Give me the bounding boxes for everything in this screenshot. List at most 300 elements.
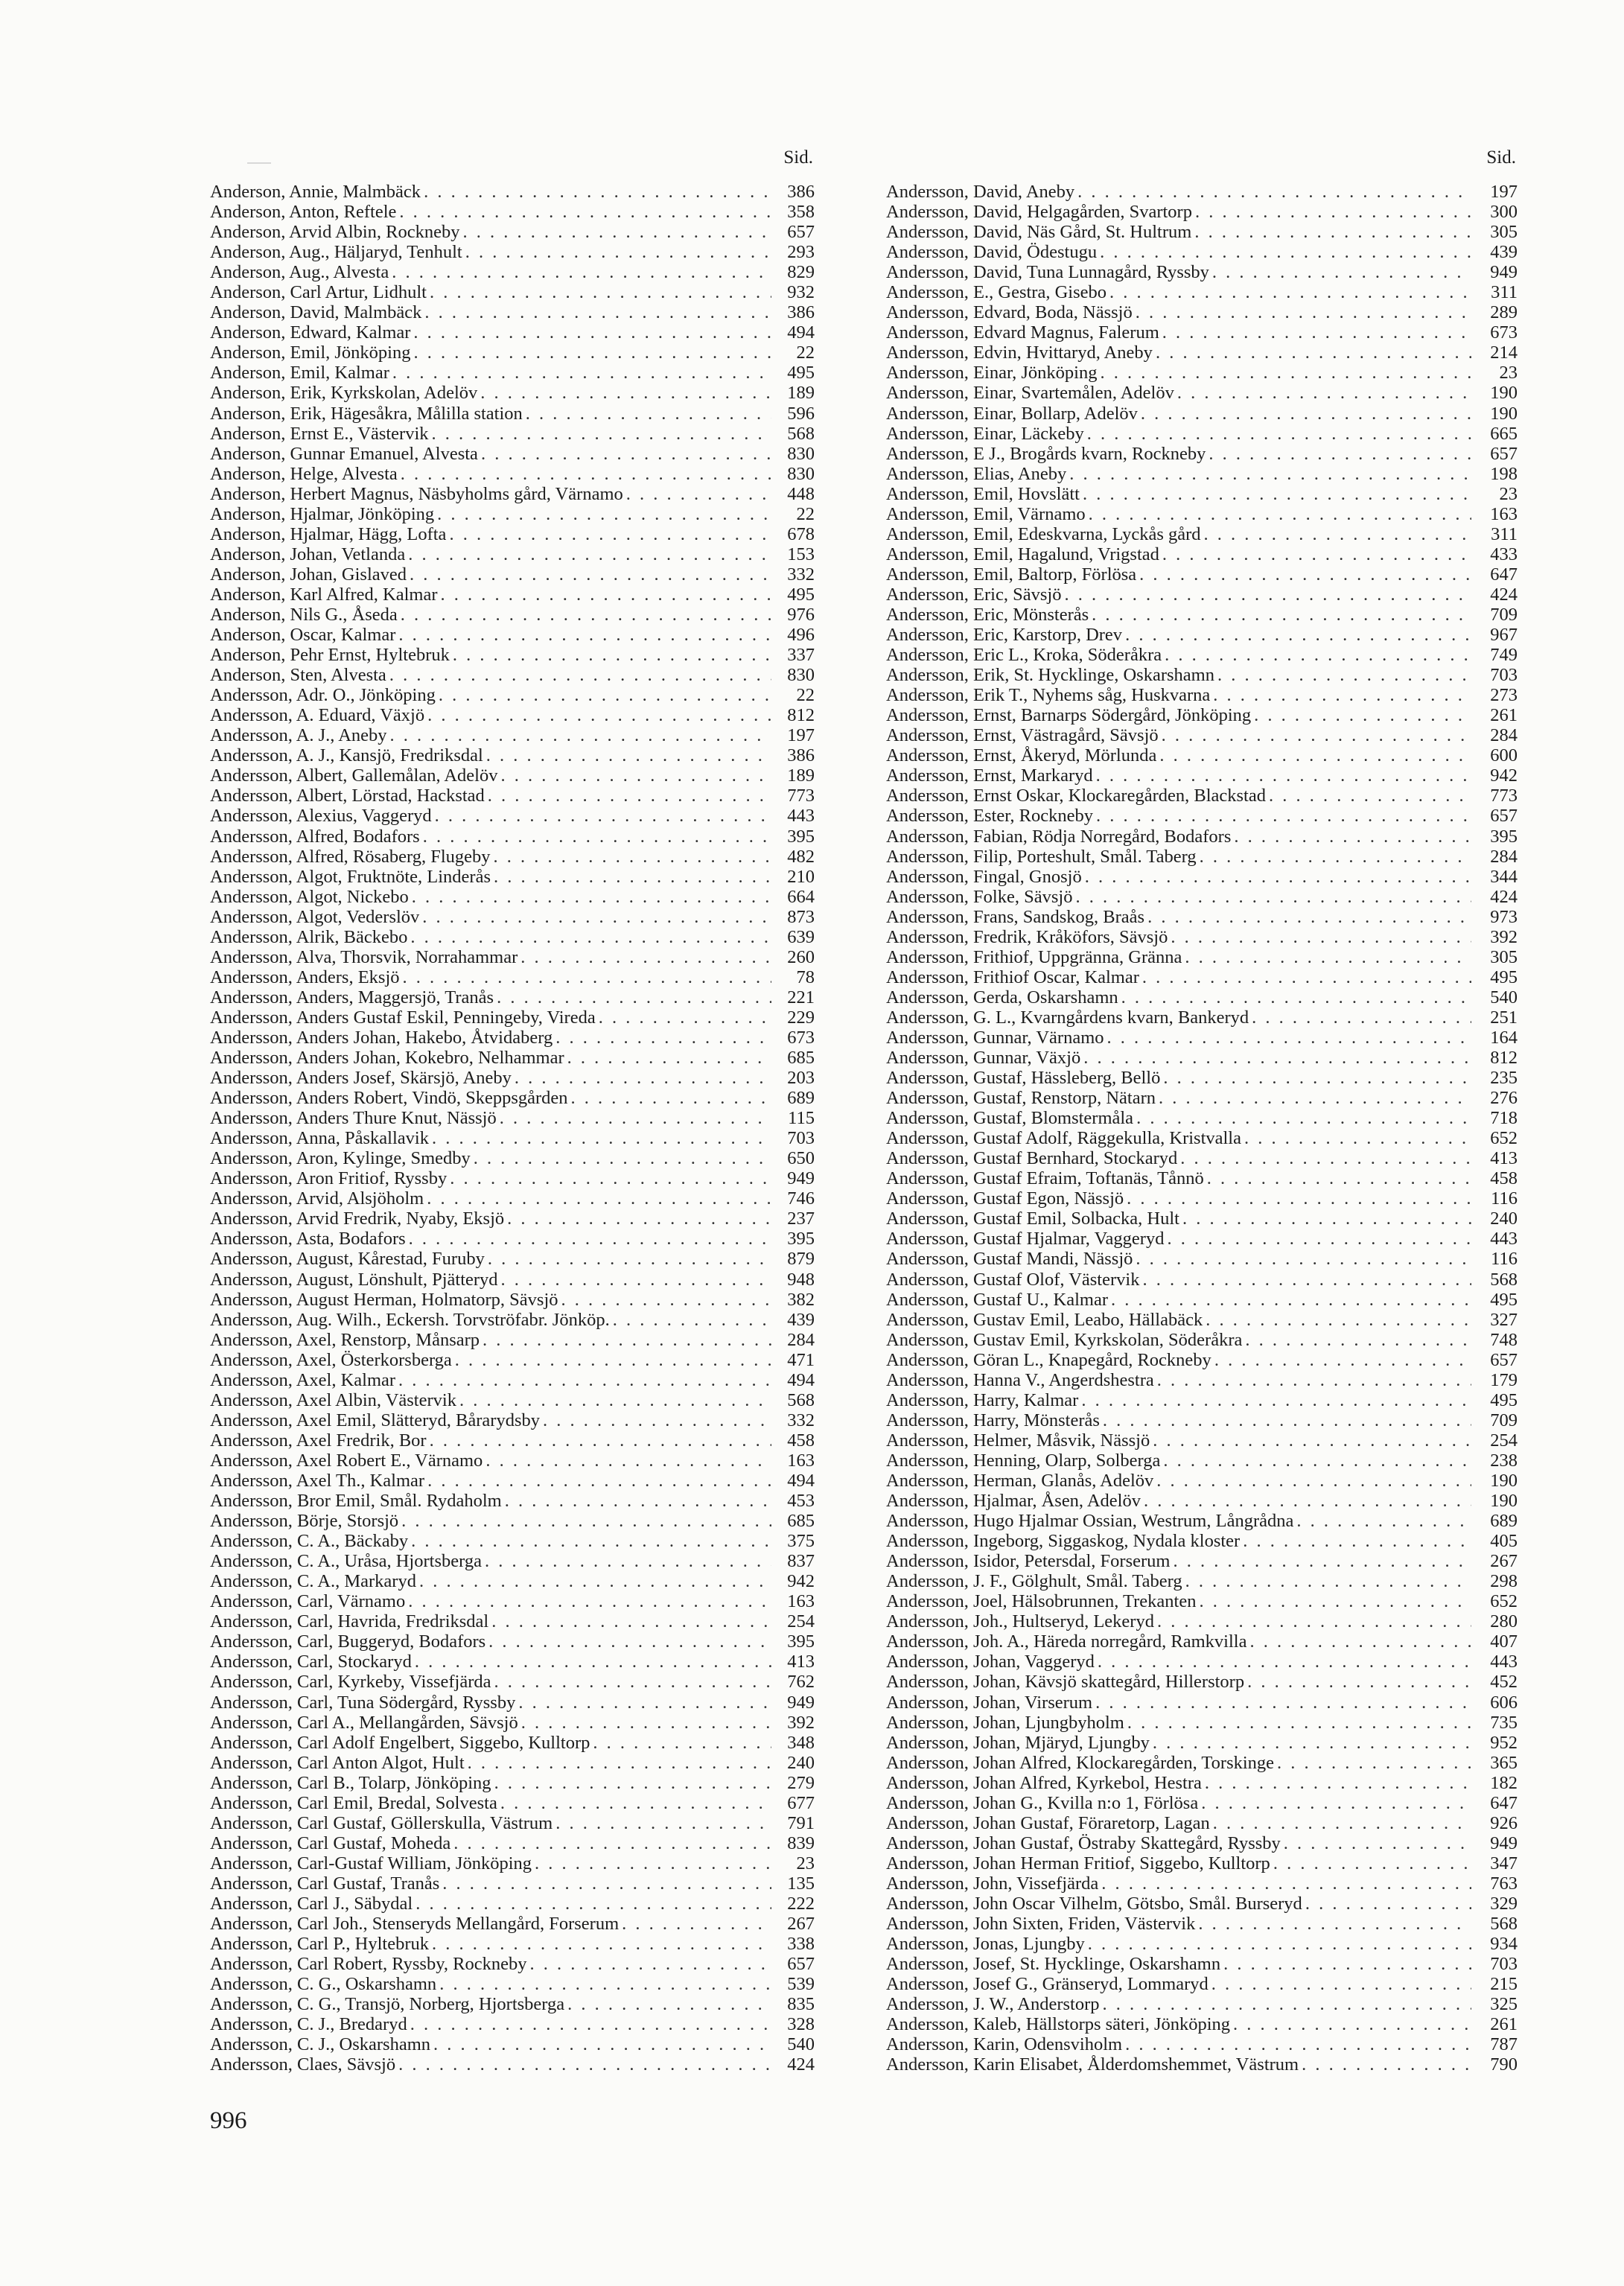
dot-leader — [412, 1652, 771, 1672]
entry-name: Andersson, Axel Th., Kalmar — [210, 1471, 425, 1491]
index-entry — [886, 424, 1518, 444]
entry-name: Andersson, Adr. O., Jönköping — [210, 685, 436, 706]
index-entry — [210, 1168, 815, 1188]
index-entry — [886, 1491, 1518, 1511]
dot-leader — [1164, 1229, 1471, 1249]
dot-leader — [1195, 1914, 1471, 1934]
index-entry — [210, 645, 815, 665]
index-entry — [886, 887, 1518, 907]
entry-name: Andersson, Harry, Kalmar — [886, 1389, 1079, 1410]
index-entry — [210, 222, 815, 242]
entry-name: Andersson, Erik, St. Hycklinge, Oskarshamn — [886, 665, 1214, 686]
entry-page: 439 — [787, 1309, 815, 1330]
dot-leader — [447, 1168, 771, 1188]
index-entry — [210, 927, 815, 947]
entry-name: Anderson, Johan, Vetlanda — [210, 544, 406, 564]
dot-leader — [1122, 625, 1471, 645]
dot-leader — [1133, 1249, 1471, 1269]
entry-name: Andersson, Filip, Porteshult, Smål. Taberg — [886, 846, 1197, 867]
entry-page: 261 — [1490, 2014, 1518, 2035]
dot-leader — [485, 1631, 771, 1652]
entry-page: 189 — [787, 765, 815, 786]
index-entry — [886, 786, 1518, 806]
entry-page: 458 — [787, 1430, 815, 1451]
entry-name: Andersson, Frithiof, Uppgränna, Gränna — [886, 946, 1182, 967]
entry-name: Anderson, Annie, Malmbäck — [210, 182, 421, 202]
entry-page: 153 — [787, 544, 815, 564]
entry-name: Andersson, Carl P., Hyltebruk — [210, 1934, 429, 1955]
dot-leader — [1210, 685, 1471, 705]
entry-name: Andersson, Carl A., Mellangården, Sävsjö — [210, 1712, 518, 1733]
entry-page: 471 — [787, 1349, 815, 1370]
dot-leader — [389, 363, 771, 383]
entry-name: Andersson, David, Helgagården, Svartorp — [886, 202, 1192, 223]
entry-page: 748 — [1490, 1329, 1518, 1350]
index-entry — [886, 1108, 1518, 1128]
dot-leader — [1299, 2054, 1471, 2075]
index-entry — [886, 1128, 1518, 1148]
entry-page: 948 — [787, 1269, 815, 1290]
index-entry — [210, 907, 815, 927]
entry-name: Andersson, Börje, Storsjö — [210, 1511, 399, 1532]
index-entry — [886, 1249, 1518, 1269]
entry-page: 942 — [1490, 765, 1518, 786]
dot-leader — [465, 1753, 771, 1773]
entry-name: Andersson, C. A., Uråsa, Hjortsberga — [210, 1551, 482, 1572]
entry-page: 325 — [1490, 1994, 1518, 2015]
entry-name: Andersson, Aron, Kylinge, Smedby — [210, 1148, 471, 1169]
index-entry — [210, 1068, 815, 1088]
entry-page: 829 — [787, 262, 815, 283]
entry-name: Andersson, David, Ödestugu — [886, 242, 1098, 263]
index-entry — [210, 1813, 815, 1833]
index-entry — [886, 1994, 1518, 2014]
entry-name: Andersson, E., Gestra, Gisebo — [886, 282, 1106, 303]
dot-leader — [416, 1571, 771, 1591]
index-entry — [210, 1733, 815, 1753]
entry-page: 647 — [1490, 1792, 1518, 1813]
index-entry — [210, 725, 815, 745]
dot-leader — [1097, 242, 1471, 262]
dot-leader — [450, 645, 771, 665]
dot-leader — [1104, 1028, 1471, 1048]
dot-leader — [395, 2054, 771, 2075]
dot-leader — [1139, 967, 1471, 987]
entry-name: Andersson, Carl Emil, Bredal, Solvesta — [210, 1792, 497, 1813]
entry-name: Andersson, Anders, Eksjö — [210, 967, 400, 987]
entry-page: 214 — [1490, 343, 1518, 363]
index-entry — [210, 1833, 815, 1853]
entry-page: 190 — [1490, 383, 1518, 404]
entry-page: 433 — [1490, 544, 1518, 564]
dot-leader — [1093, 806, 1471, 826]
dot-leader — [1118, 987, 1471, 1007]
index-entry — [886, 1188, 1518, 1209]
dot-leader — [1196, 1591, 1471, 1611]
index-entry — [210, 745, 815, 765]
entry-page: 709 — [1490, 604, 1518, 625]
entry-name: Andersson, Carl Gustaf, Tranås — [210, 1873, 440, 1894]
index-entry — [210, 1713, 815, 1733]
entry-name: Andersson, Edvard Magnus, Falerum — [886, 322, 1159, 343]
dot-leader — [437, 585, 771, 605]
entry-page: 338 — [787, 1934, 815, 1955]
entry-name: Andersson, Eric, Karstorp, Drev — [886, 625, 1123, 646]
entry-page: 494 — [787, 1471, 815, 1491]
index-entry — [886, 867, 1518, 887]
dot-leader — [1209, 262, 1471, 282]
index-entry — [886, 1068, 1518, 1088]
index-entry — [210, 665, 815, 685]
entry-name: Andersson, Kaleb, Hällstorps säteri, Jönköping — [886, 2014, 1231, 2035]
dot-leader — [395, 1370, 771, 1390]
index-entry — [210, 1088, 815, 1108]
entry-name: Andersson, Anders Thure Knut, Nässjö — [210, 1108, 497, 1129]
entry-name: Andersson, Emil, Baltorp, Förlösa — [886, 564, 1137, 585]
dot-leader — [1240, 1531, 1471, 1551]
index-entry — [886, 1631, 1518, 1652]
dot-leader — [413, 1894, 771, 1914]
dot-leader — [1108, 1290, 1471, 1310]
dot-leader — [512, 1068, 771, 1088]
entry-page: 22 — [796, 685, 815, 706]
entry-name: Andersson, Alrik, Bäckebo — [210, 926, 408, 947]
entry-page: 540 — [1490, 987, 1518, 1007]
index-entry — [210, 1914, 815, 1934]
dot-leader — [408, 1531, 771, 1551]
dot-leader — [518, 1713, 771, 1733]
entry-name: Andersson, Anders Johan, Hakebo, Åtvidaberg — [210, 1027, 553, 1048]
entry-name: Andersson, Jonas, Ljungby — [886, 1934, 1085, 1955]
index-entry — [886, 222, 1518, 242]
entry-page: 657 — [1490, 443, 1518, 464]
entry-name: Andersson, Carl-Gustaf William, Jönköping — [210, 1853, 532, 1873]
entry-name: Andersson, Gustaf Hjalmar, Vaggeryd — [886, 1229, 1165, 1249]
entry-name: Andersson, Carl, Havrida, Fredriksdal — [210, 1611, 489, 1632]
index-entry — [886, 504, 1518, 524]
dot-leader — [497, 1108, 771, 1128]
entry-page: 413 — [1490, 1148, 1518, 1169]
index-entry — [210, 1350, 815, 1370]
entry-name: Andersson, Axel Robert E., Värnamo — [210, 1450, 483, 1471]
entry-name: Andersson, Fingal, Gnosjö — [886, 866, 1082, 887]
dot-leader — [502, 1491, 771, 1511]
entry-page: 260 — [787, 946, 815, 967]
entry-name: Andersson, Axel Albin, Västervik — [210, 1389, 456, 1410]
index-entry — [886, 665, 1518, 685]
index-entry — [210, 1954, 815, 1974]
entry-name: Andersson, Anna, Påskallavik — [210, 1128, 429, 1149]
entry-page: 773 — [787, 786, 815, 806]
index-entry — [210, 1652, 815, 1672]
entry-name: Andersson, Josef G., Gränseryd, Lommaryd — [886, 1974, 1209, 1995]
dot-leader — [1241, 1128, 1471, 1148]
index-entry — [886, 1390, 1518, 1410]
index-entry — [886, 1914, 1518, 1934]
entry-name: Andersson, Gustav Emil, Leabo, Hällabäck — [886, 1309, 1203, 1330]
entry-name: Andersson, Ingeborg, Siggaskog, Nydala kloster — [886, 1531, 1241, 1552]
index-entry — [886, 1007, 1518, 1028]
dot-leader — [420, 827, 771, 847]
entry-page: 773 — [1490, 786, 1518, 806]
entry-page: 163 — [1490, 503, 1518, 524]
entry-name: Andersson, Johan Herman Fritiof, Siggebo, Kulltorp — [886, 1853, 1270, 1873]
index-entry — [886, 383, 1518, 403]
entry-page: 791 — [787, 1812, 815, 1833]
entry-name: Andersson, Einar, Läckeby — [886, 423, 1084, 444]
index-entry — [886, 987, 1518, 1007]
index-entry — [886, 1974, 1518, 1994]
entry-name: Andersson, Fredrik, Kråköfors, Sävsjö — [886, 926, 1168, 947]
entry-name: Andersson, Joel, Hälsobrunnen, Trekanten — [886, 1591, 1197, 1612]
dot-leader — [619, 1914, 771, 1934]
index-entry — [210, 987, 815, 1007]
entry-page: 952 — [1490, 1732, 1518, 1753]
index-entry — [210, 786, 815, 806]
dot-leader — [1162, 645, 1471, 665]
entry-name: Andersson, A. Eduard, Växjö — [210, 705, 425, 726]
entry-page: 439 — [1490, 242, 1518, 263]
entry-name: Andersson, Karin Elisabet, Ålderdomshemmet, Västrum — [886, 2054, 1299, 2075]
dot-leader — [477, 383, 771, 403]
entry-page: 932 — [787, 282, 815, 303]
entry-name: Andersson, Anders Johan, Kokebro, Nelhammar — [210, 1048, 564, 1069]
entry-name: Andersson, Eric, Sävsjö — [886, 584, 1062, 605]
entry-name: Andersson, Carl Joh., Stenseryds Mellangård, Forserum — [210, 1914, 620, 1935]
dot-leader — [452, 1350, 771, 1370]
dot-leader — [1220, 1954, 1471, 1974]
dot-leader — [1122, 2034, 1471, 2054]
dot-leader — [590, 1733, 771, 1753]
entry-page: 190 — [1490, 403, 1518, 424]
index-entry — [886, 1733, 1518, 1753]
dot-leader — [1202, 1773, 1471, 1793]
entry-name: Andersson, Edvin, Hvittaryd, Aneby — [886, 343, 1153, 363]
dot-leader — [430, 2034, 771, 2054]
entry-name: Andersson, Gunnar, Värnamo — [886, 1027, 1104, 1048]
dot-leader — [1203, 1310, 1471, 1330]
entry-name: Andersson, Claes, Sävsjö — [210, 2054, 396, 2075]
index-entry — [886, 1511, 1518, 1531]
entry-name: Andersson, C. J., Oskarshamn — [210, 2034, 431, 2055]
entry-name: Andersson, Einar, Bollarp, Adelöv — [886, 403, 1138, 424]
dot-leader — [491, 847, 771, 867]
index-entry — [210, 1531, 815, 1551]
entry-name: Anderson, David, Malmbäck — [210, 302, 422, 323]
index-entry — [886, 1471, 1518, 1491]
index-entry — [210, 1270, 815, 1290]
entry-page: 78 — [796, 967, 815, 987]
entry-name: Andersson, Anders Gustaf Eskil, Penningeby, Vireda — [210, 1007, 596, 1028]
entry-page: 448 — [787, 483, 815, 504]
entry-page: 395 — [1490, 826, 1518, 847]
dot-leader — [1150, 1430, 1471, 1451]
index-entry — [886, 363, 1518, 383]
dot-leader — [483, 745, 771, 765]
entry-page: 949 — [787, 1168, 815, 1189]
entry-page: 606 — [1490, 1692, 1518, 1713]
index-entry — [210, 2014, 815, 2034]
index-entry — [886, 1652, 1518, 1672]
dot-leader — [1293, 1511, 1471, 1531]
dot-leader — [439, 1873, 771, 1894]
dot-leader — [398, 464, 771, 484]
entry-page: 657 — [1490, 1349, 1518, 1370]
entry-page: 395 — [787, 826, 815, 847]
index-entry — [210, 1934, 815, 1954]
entry-name: Andersson, Frans, Sandskog, Braås — [886, 906, 1145, 927]
dot-leader — [1078, 1390, 1471, 1410]
index-entry — [210, 2054, 815, 2075]
dot-leader — [491, 867, 771, 887]
entry-page: 709 — [1490, 1410, 1518, 1430]
index-entry — [886, 1370, 1518, 1390]
entry-page: 210 — [787, 866, 815, 887]
index-entry — [210, 302, 815, 322]
dot-leader — [1080, 484, 1471, 504]
dot-leader — [1198, 1793, 1471, 1813]
entry-page: 164 — [1490, 1027, 1518, 1048]
entry-name: Andersson, C. J., Bredaryd — [210, 2014, 407, 2035]
dot-leader — [421, 182, 771, 202]
dot-leader — [1156, 745, 1471, 765]
index-entry — [210, 1028, 815, 1048]
entry-page: 812 — [787, 705, 815, 726]
dot-leader — [1160, 1451, 1471, 1471]
entry-page: 327 — [1490, 1309, 1518, 1330]
index-entry — [210, 1631, 815, 1652]
entry-name: Andersson, Algot, Vederslöv — [210, 906, 420, 927]
dot-leader — [386, 665, 771, 685]
entry-page: 879 — [787, 1249, 815, 1270]
entry-page: 413 — [787, 1652, 815, 1672]
dot-leader — [456, 1390, 771, 1410]
dot-leader — [460, 222, 772, 242]
entry-page: 424 — [1490, 886, 1518, 907]
index-entry — [886, 1833, 1518, 1853]
dot-leader — [540, 1410, 771, 1430]
index-entry — [886, 1148, 1518, 1168]
entry-page: 830 — [787, 665, 815, 686]
entry-name: Andersson, Carl, Buggeryd, Bodafors — [210, 1631, 486, 1652]
dot-leader — [427, 282, 771, 302]
entry-name: Andersson, Ernst Oskar, Klockaregården, Blackstad — [886, 786, 1266, 806]
entry-name: Andersson, A. J., Kansjö, Fredriksdal — [210, 745, 483, 766]
entry-page: 703 — [787, 1128, 815, 1149]
entry-page: 568 — [787, 1389, 815, 1410]
entry-page: 267 — [1490, 1551, 1518, 1572]
dot-leader — [1133, 1108, 1471, 1128]
index-entry — [886, 524, 1518, 544]
index-entry — [886, 1591, 1518, 1611]
entry-page: 830 — [787, 443, 815, 464]
entry-name: Andersson, Carl Robert, Ryssby, Rockneby — [210, 1954, 527, 1975]
entry-page: 495 — [787, 584, 815, 605]
dot-leader — [1266, 786, 1471, 806]
dot-leader — [471, 1148, 771, 1168]
dot-leader — [1182, 1571, 1471, 1591]
entry-name: Andersson, Alva, Thorsvik, Norrahammar — [210, 946, 518, 967]
index-entry — [210, 322, 815, 343]
dot-leader — [498, 1270, 771, 1290]
entry-name: Andersson, Aron Fritiof, Ryssby — [210, 1168, 448, 1189]
dot-leader — [491, 1672, 771, 1692]
entry-name: Andersson, Johan Alfred, Klockaregården, Torskinge — [886, 1752, 1275, 1773]
index-entry — [210, 1551, 815, 1571]
dot-leader — [421, 302, 771, 322]
entry-page: 639 — [787, 926, 815, 947]
dot-leader — [558, 1290, 772, 1310]
entry-name: Andersson, Anders, Maggersjö, Tranås — [210, 987, 494, 1007]
entry-page: 392 — [1490, 926, 1518, 947]
dot-leader — [1133, 302, 1471, 322]
dot-leader — [1093, 765, 1471, 786]
index-entry — [210, 524, 815, 544]
dot-leader — [1246, 1631, 1471, 1652]
entry-page: 386 — [787, 302, 815, 323]
index-entry — [210, 1894, 815, 1914]
index-entry — [886, 1551, 1518, 1571]
entry-page: 443 — [1490, 1652, 1518, 1672]
index-entry — [886, 1451, 1518, 1471]
index-entry — [886, 1168, 1518, 1188]
entry-page: 703 — [1490, 665, 1518, 686]
index-entry — [886, 202, 1518, 222]
index-entry — [886, 1693, 1518, 1713]
index-entry — [886, 705, 1518, 725]
entry-name: Andersson, Gustaf Adolf, Räggekulla, Kristvalla — [886, 1128, 1241, 1149]
dot-leader — [1100, 1410, 1471, 1430]
dot-leader — [1154, 1611, 1471, 1631]
dot-leader — [1244, 1672, 1471, 1692]
dot-leader — [1080, 1048, 1471, 1068]
dot-leader — [1177, 1148, 1471, 1168]
index-entry — [886, 1531, 1518, 1551]
entry-page: 568 — [1490, 1269, 1518, 1290]
entry-name: Andersson, Gustaf, Renstorp, Nätarn — [886, 1088, 1156, 1109]
index-entry — [210, 1491, 815, 1511]
entry-name: Andersson, Johan, Virserum — [886, 1692, 1093, 1713]
dot-leader — [1138, 404, 1471, 424]
index-entry — [210, 685, 815, 705]
entry-name: Anderson, Herbert Magnus, Näsbyholms gård, Värnamo — [210, 483, 623, 504]
entry-page: 407 — [1490, 1631, 1518, 1652]
dot-leader — [419, 907, 771, 927]
dot-leader — [1231, 827, 1471, 847]
index-entry — [210, 564, 815, 585]
entry-name: Anderson, Aug., Häljaryd, Tenhult — [210, 242, 462, 263]
dot-leader — [1124, 1188, 1471, 1209]
entry-page: 300 — [1490, 202, 1518, 223]
dot-leader — [1174, 383, 1471, 403]
entry-name: Andersson, Anders Josef, Skärsjö, Aneby — [210, 1068, 512, 1089]
dot-leader — [523, 404, 771, 424]
index-entry — [210, 242, 815, 262]
entry-page: 657 — [787, 1954, 815, 1975]
dot-leader — [1136, 564, 1471, 585]
entry-name: Andersson, Josef, St. Hycklinge, Oskarshamn — [886, 1954, 1221, 1975]
entry-page: 673 — [1490, 322, 1518, 343]
index-entry — [210, 1611, 815, 1631]
entry-page: 405 — [1490, 1531, 1518, 1552]
index-entry — [886, 2034, 1518, 2054]
dot-leader — [1098, 1873, 1471, 1894]
entry-page: 23 — [796, 1853, 815, 1873]
dot-leader — [1281, 1833, 1471, 1853]
entry-name: Andersson, Johan G., Kvilla n:o 1, Förlösa — [886, 1792, 1199, 1813]
index-entry — [210, 1994, 815, 2014]
index-entry — [886, 765, 1518, 786]
